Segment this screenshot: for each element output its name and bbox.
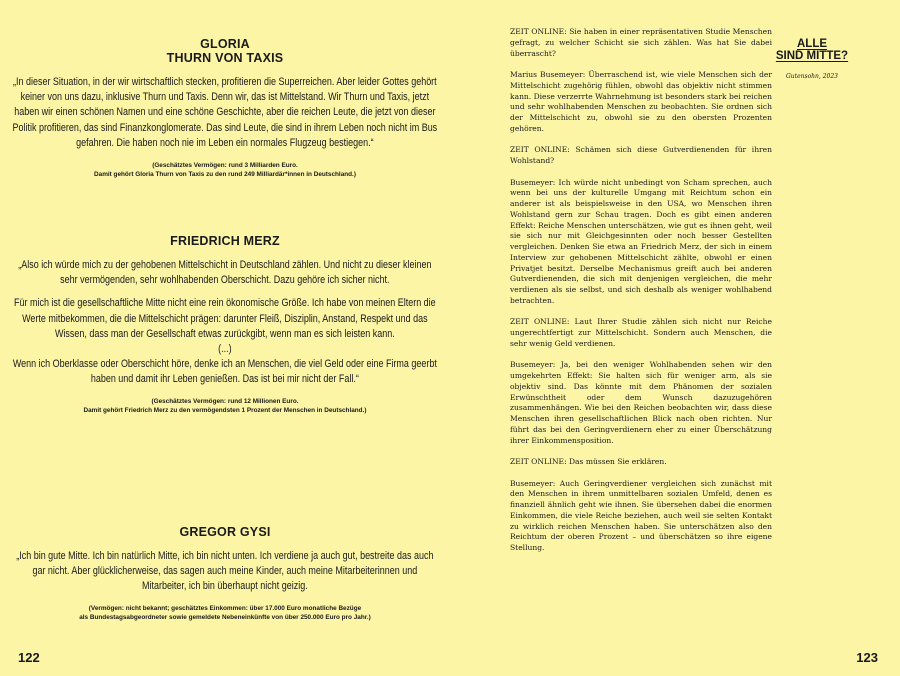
interview-text — [510, 27, 772, 565]
page-number: 122 — [18, 650, 40, 665]
page-number: 123 — [856, 650, 878, 665]
quote-block-thurn-von-taxis — [10, 37, 440, 179]
interview-answer: Busemeyer: Ja, bei den weniger Wohlhabenden sehen wir den umgekehrten Effekt: Sie halten sich für weniger arm, als sie objektiv sind. Das könnte mit dem Phänomen der sozialen Erwünschtheit oder dem Wunsch dazuzugehören zusammenhängen. Wie bei den Reichen beobachten wir, dass diese Menschen ihren gesellschaftlichen Blick nach oben richten. Nur führt das bei den Geringverdienern eher zu einer Überschätzung ihrer Einkommensposition. — [510, 360, 772, 445]
quote-text: „Ich bin gute Mitte. Ich bin natürlich Mitte, ich bin nicht unten. Ich verdiene ja auch gut, bestreite das auch gar nicht. Aber glücklicherweise, das sagen auch meine Kinder, auch meine Mitarbeiterinnen und Mitarbeiter, ich bin überhaupt nicht geizig. — [16, 550, 434, 593]
quote-text: Für mich ist die gesellschaftliche Mitte nicht eine rein ökonomische Größe. Ich habe von meinen Eltern die Werte mitbekommen, die die Mittelschicht prägen: darunter Fleiß, Disziplin, Anstand, Respekt und das Wissen, dass man der Gesellschaft etwas zurückgibt, wenn man es sich leisten kann. (...) Wenn ich Oberklasse oder Oberschicht höre, denke ich an Menschen, die viel Geld oder eine Firma geerbt haben und damit ihr Leben genießen. Das ist bei mir nicht der Fall.“ — [12, 297, 437, 386]
wealth-note: (Geschätztes Vermögen: rund 3 Milliarden Euro. Damit gehört Gloria Thurn von Taxis zu den rund 249 Milliardär*innen in Deutschland.) — [94, 162, 356, 179]
interview-question: ZEIT ONLINE: Das müssen Sie erklären. — [510, 457, 667, 466]
wealth-note: (Geschätztes Vermögen: rund 12 Millionen Euro. Damit gehört Friedrich Merz zu den vermögendsten 1 Prozent der Menschen in Deutschland.) — [83, 397, 367, 414]
interview-question: ZEIT ONLINE: Laut Ihrer Studie zählen sich nicht nur Reiche ungerechtfertigt zur Mittelschicht. Sondern auch Menschen, die sehr wenig Geld verdienen. — [510, 317, 772, 348]
interview-answer: Busemeyer: Auch Geringverdiener vergleichen sich zunächst mit den Menschen in ihrem unmittelbaren sozialen Umfeld, denen es finanziell ähnlich geht wie ihnen. Sie übersehen dabei die enormen Einkommen, die viele Reiche beziehen, auch weil sie selten Kontakt zu wirklich reichen Menschen haben. Sie unterschätzen also den Reichtum der oberen Prozent – und überschätzen so ihre eigene Stellung. — [510, 478, 772, 552]
interview-answer: Busemeyer: Ich würde nicht unbedingt von Scham sprechen, auch wenn bei uns der kulturelle Umgang mit Reichtum schon ein anderer ist als beispielsweise in den USA, wo Menschen ihren Wohlstand gern zur Schau tragen. Doch es gibt einen anderen Effekt: Reiche Menschen unterschätzen, wie gut es ihnen geht, weil sie sich nur mit Gleichgesinnten oder noch besser Gestellten vergleichen. Denken Sie etwa an Friedrich Merz, der sich in einem Interview zur gehobenen Mittelschicht zählte, obwohl er einen Privatjet besitzt. Derselbe Mechanismus greift auch bei anderen Gutverdienenden, die sich mit denjenigen vergleichen, die mehr verdienen als sie selbst, und sich deshalb als weniger wohlhabend betrachten. — [510, 177, 772, 305]
sidebar-title: ALLE SIND MITTE? — [775, 38, 849, 62]
sidebar-credit: Gutensohn, 2023 — [786, 73, 838, 80]
wealth-note: (Vermögen: nicht bekannt; geschätztes Einkommen: über 17.000 Euro monatliche Bezüge als Bundestagsabgeordneter sowie gemeldete Nebeneinkünfte von über 250.000 Euro pro Jahr.) — [79, 604, 371, 621]
right-page — [450, 0, 900, 676]
speaker-name: FRIEDRICH MERZ — [170, 234, 280, 248]
quote-block-gysi — [10, 525, 440, 622]
speaker-name: GLORIA THURN VON TAXIS — [166, 37, 284, 65]
quote-text: „Also ich würde mich zu der gehobenen Mittelschicht in Deutschland zählen. Und nicht zu dieser kleinen sehr vermögenden, sehr wohlhabenden Oberschicht. Dazu gehöre ich sicher nicht. — [18, 259, 432, 287]
interview-answer: Marius Busemeyer: Überraschend ist, wie viele Menschen sich der Mittelschicht zugehörig fühlen, obwohl das objektiv nicht stimmen kann. Diese verzerrte Wahrnehmung ist besonders stark bei reichen und sehr wohlhabenden Menschen zu beobachten. Sie ordnen sich der Mittelschicht zu, obwohl sie zu den obersten Prozenten gehören. — [510, 70, 772, 133]
interview-question: ZEIT ONLINE: Schämen sich diese Gutverdienenden für ihren Wohlstand? — [510, 145, 772, 165]
quote-text: „In dieser Situation, in der wir wirtschaftlich stecken, profitieren die Superreichen. Aber leider Gottes gehört keiner von uns dazu, inklusive Thurn und Taxis. Denn wir, das ist Mittelstand. Wir Thurn und Taxis, jetzt haben wir einen schönen Namen und eine schöne Geschichte, aber die reichen Leute, die jetzt von dieser Politik profitieren, das sind Finanzkonglomerate. Das sind Leute, die sind in ihrem Leben noch nicht im Bus gefahren. Die haben noch nie im Leben ein normales Flugzeug bestiegen.“ — [12, 76, 438, 149]
interview-question: ZEIT ONLINE: Sie haben in einer repräsentativen Studie Menschen gefragt, zu welcher Schicht sie sich zählen. Was hat Sie dabei überrascht? — [510, 27, 772, 58]
quote-block-merz — [10, 234, 440, 415]
speaker-name: GREGOR GYSI — [179, 525, 271, 539]
